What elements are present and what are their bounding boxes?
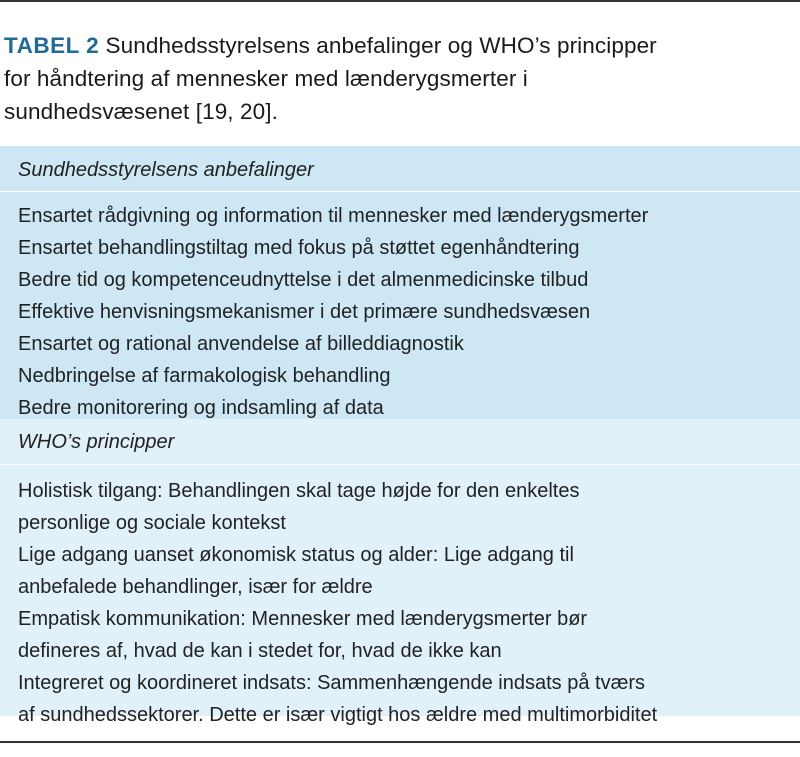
row-line-1: Holistisk tilgang: Behandlingen skal tage højde for den enkeltes: [18, 480, 580, 502]
table-row: [18, 667, 800, 731]
table-label: TABEL 2: [4, 33, 100, 58]
row-line-1: Empatisk kommunikation: Mennesker med lænderygsmerter bør: [18, 608, 588, 630]
caption-line-3: sundhedsvæsenet [19, 20].: [4, 99, 278, 124]
top-rule: [0, 0, 800, 2]
table-row: Effektive henvisningsmekanismer i det primære sundhedsvæsen: [18, 301, 591, 323]
section-who: [0, 419, 800, 726]
caption-line-2: for håndtering af mennesker med lænderygsmerter i: [4, 66, 528, 91]
caption-title-start: Sundhedsstyrelsens anbefalinger og WHO’s principper: [99, 33, 657, 58]
table-row: [18, 603, 800, 667]
table-row: Ensartet behandlingstiltag med fokus på støttet egenhåndtering: [18, 237, 580, 259]
table-row: Ensartet og rational anvendelse af billeddiagnostik: [18, 333, 464, 355]
table-caption: [4, 29, 800, 128]
row-line-2: defineres af, hvad de kan i stedet for, hvad de ikke kan: [18, 640, 502, 662]
section-body: [0, 465, 800, 726]
caption-line-1: [4, 29, 800, 62]
bottom-rule: [0, 741, 800, 743]
table-row: [18, 475, 800, 539]
section-header: Sundhedsstyrelsens anbefalinger: [0, 146, 800, 192]
row-line-1: Lige adgang uanset økonomisk status og alder: Lige adgang til: [18, 544, 574, 566]
section-header: WHO’s principper: [0, 419, 800, 465]
section-body: [0, 192, 800, 419]
row-line-2: af sundhedssektorer. Dette er især vigtigt hos ældre med multimorbiditet: [18, 704, 658, 726]
table-row: Bedre monitorering og indsamling af data: [18, 397, 384, 419]
table-row: [18, 539, 800, 603]
row-line-2: anbefalede behandlinger, især for ældre: [18, 576, 373, 598]
section-sundhedsstyrelsen: [0, 146, 800, 419]
table-row: Ensartet rådgivning og information til mennesker med lænderygsmerter: [18, 205, 649, 227]
row-line-1: Integreret og koordineret indsats: Sammenhængende indsats på tværs: [18, 672, 646, 694]
row-line-2: personlige og sociale kontekst: [18, 512, 286, 534]
table-row: Nedbringelse af farmakologisk behandling: [18, 365, 391, 387]
recommendations-table: [0, 146, 800, 726]
table-row: Bedre tid og kompetenceudnyttelse i det almenmedicinske tilbud: [18, 269, 589, 291]
